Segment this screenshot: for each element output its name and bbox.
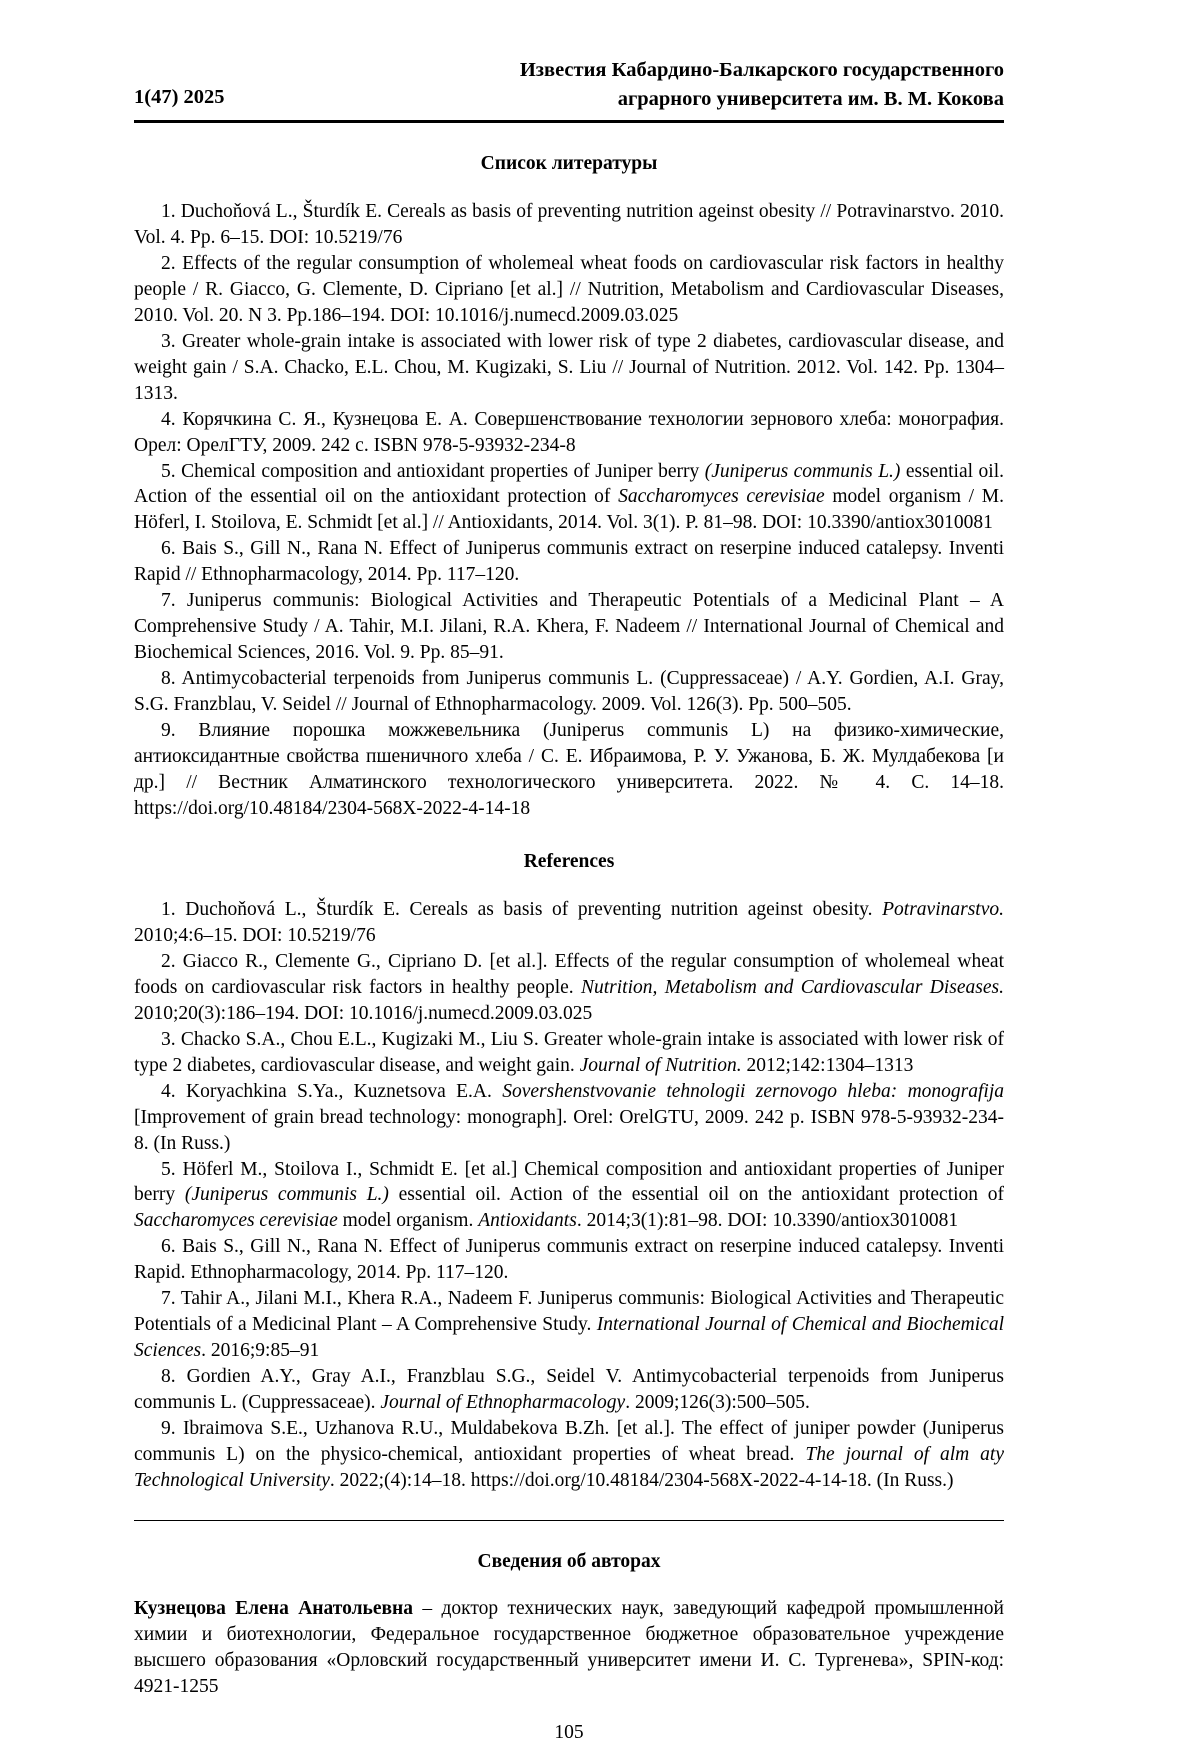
authors-divider [134, 1520, 1004, 1521]
section-title-bibliography: Список литературы [480, 153, 658, 175]
journal-title-line2: аграрного университета им. В. М. Кокова [617, 87, 1004, 110]
reference-item [134, 666, 1004, 718]
reference-item [134, 1364, 1004, 1416]
text-segment: 4. Корячкина С. Я., Кузнецова Е. А. Совершенствование технологии зернового хлеба: монография. Орел: ОрелГТУ, 2009. 242 с. ISBN 978-5-93932-234-8 [134, 408, 1004, 456]
journal-title [520, 56, 1004, 113]
text-segment: 1. Duchoňová L., Šturdík E. Cereals as basis of preventing nutrition ageinst obesity. [161, 899, 883, 921]
reference-item [134, 1027, 1004, 1079]
section-title-references: References [523, 851, 615, 873]
reference-item [134, 1234, 1004, 1286]
italic-text-segment: Saccharomyces cerevisiae [134, 1210, 338, 1232]
page-header [134, 56, 1004, 113]
reference-item [134, 588, 1004, 666]
text-segment: 5. Chemical composition and antioxidant properties of Juniper berry [161, 460, 705, 482]
text-segment: model organism. [337, 1210, 479, 1232]
italic-text-segment: Journal of Ethnopharmacology [380, 1391, 626, 1413]
reference-item [134, 536, 1004, 588]
issue-number: 1(47) 2025 [134, 86, 225, 109]
italic-text-segment: Antioxidants [478, 1210, 577, 1232]
text-segment: 2010;4:6–15. DOI: 10.5219/76 [134, 925, 376, 947]
reference-item [134, 1416, 1004, 1494]
italic-text-segment: Saccharomyces cerevisiae [618, 486, 825, 508]
reference-item [134, 949, 1004, 1027]
reference-item [134, 897, 1004, 949]
reference-item [134, 407, 1004, 459]
text-segment: . 2014;3(1):81–98. DOI: 10.3390/antiox3010081 [576, 1210, 959, 1232]
text-segment: – доктор технических наук, заведующий кафедрой промышленной химии и биотехнологии, Федеральное государственное бюджетное образовательное учреждение высшего образования «Орловский государственный университет имени И. С. Тургенева», SPIN-код: 4921-1255 [134, 1598, 1004, 1698]
text-segment: . 2022;(4):14–18. https://doi.org/10.48184/2304-568X-2022-4-14-18. (In Russ.) [329, 1469, 954, 1491]
text-segment: [Improvement of grain bread technology: monograph]. Orel: OrelGTU, 2009. 242 p. ISBN 978-5-93932-234-8. (In Russ.) [134, 1106, 1004, 1154]
header-divider [134, 120, 1004, 123]
bibliography-list [134, 199, 1004, 821]
reference-item [134, 459, 1004, 537]
italic-text-segment: Journal of Nutrition. [579, 1054, 742, 1076]
reference-item [134, 251, 1004, 329]
text-segment: 9. Влияние порошка можжевельника (Juniperus communis L) на физико-химические, антиоксидантные свойства пшеничного хлеба / С. Е. Ибраимова, Р. У. Ужанова, Б. Ж. Мулдабекова [и др.] // Вестник Алматинского технологического университета. 2022. № 4. С. 14–18. https://doi.org/10.48184/2304-568X-2022-4-14-18 [134, 719, 1004, 819]
text-segment: 6. Bais S., Gill N., Rana N. Effect of Juniperus communis extract on reserpine induced catalepsy. Inventi Rapid. Ethnopharmacology, 2014. Pp. 117–120. [134, 1236, 1004, 1284]
text-segment: 2010;20(3):186–194. DOI: 10.1016/j.numecd.2009.03.025 [134, 1003, 593, 1025]
text-segment: . 2009;126(3):500–505. [625, 1391, 810, 1413]
references-list [134, 897, 1004, 1493]
reference-item [134, 329, 1004, 407]
italic-text-segment: International Journal of Chemical and Biochemical Sciences [134, 1314, 1005, 1362]
text-segment: 8. Antimycobacterial terpenoids from Juniperus communis L. (Cuppressaceae) / A.Y. Gordien, A.I. Gray, S.G. Franzblau, V. Seidel // Journal of Ethnopharmacology. 2009. Vol. 126(3). Pp. 500–505. [134, 667, 1004, 715]
text-segment: model organism / M. Höferl, I. Stoilova, E. Schmidt [et al.] // Antioxidants, 2014. Vol. 3(1). P. 81–98. DOI: 10.3390/antiox3010081 [134, 486, 1004, 534]
italic-text-segment: Potravinarstvo. [882, 899, 1004, 921]
text-segment: 7. Tahir A., Jilani M.I., Khera R.A., Nadeem F. Juniperus communis: Biological Activities and Therapeutic Potentials of a Medicinal Plant – A Comprehensive Study. [134, 1288, 1004, 1336]
text-segment: 9. Ibraimova S.E., Uzhanova R.U., Muldabekova B.Zh. [et al.]. The effect of juniper powder (Juniperus communis L) on the physico-chemical, antioxidant properties of wheat bread. [134, 1417, 1004, 1465]
journal-title-line1: Известия Кабардино-Балкарского государственного [519, 59, 1004, 81]
text-segment: 6. Bais S., Gill N., Rana N. Effect of Juniperus communis extract on reserpine induced catalepsy. Inventi Rapid // Ethnopharmacology, 2014. Pp. 117–120. [134, 538, 1004, 586]
text-segment: 7. Juniperus communis: Biological Activities and Therapeutic Potentials of a Medicinal Plant – A Comprehensive Study / A. Tahir, M.I. Jilani, R.A. Khera, F. Nadeem // International Journal of Chemical and Biochemical Sciences, 2016. Vol. 9. Pp. 85–91. [134, 590, 1004, 663]
text-segment: . 2016;9:85–91 [201, 1340, 320, 1362]
section-title-authors: Сведения об авторах [477, 1550, 661, 1572]
text-segment: 4. Koryachkina S.Ya., Kuznetsova E.A. [161, 1080, 503, 1102]
italic-text-segment: (Juniperus communis L.) [184, 1184, 389, 1206]
bold-text-segment: Кузнецова Елена Анатольевна [134, 1598, 413, 1620]
text-segment: 2012;142:1304–1313 [741, 1054, 914, 1076]
italic-text-segment: The journal of alm aty Technological University [134, 1443, 1004, 1491]
page-number: 105 [554, 1722, 584, 1744]
text-segment: 3. Chacko S.A., Chou E.L., Kugizaki M., Liu S. Greater whole-grain intake is associated with lower risk of type 2 diabetes, cardiovascular disease, and weight gain. [134, 1028, 1004, 1076]
reference-item [134, 718, 1004, 822]
text-segment: 2. Effects of the regular consumption of wholemeal wheat foods on cardiovascular risk factors in healthy people / R. Giacco, G. Clemente, D. Cipriano [et al.] // Nutrition, Metabolism and Cardiovascular Diseases, 2010. Vol. 20. N 3. Pp.186–194. DOI: 10.1016/j.numecd.2009.03.025 [134, 253, 1004, 326]
text-segment: 3. Greater whole-grain intake is associated with lower risk of type 2 diabetes, cardiovascular disease, and weight gain / S.A. Chacko, E.L. Chou, M. Kugizaki, S. Liu // Journal of Nutrition. 2012. Vol. 142. Pp. 1304–1313. [134, 330, 1004, 404]
reference-item [134, 1157, 1004, 1235]
text-segment: 8. Gordien A.Y., Gray A.I., Franzblau S.G., Seidel V. Antimycobacterial terpenoids from Juniperus communis L. (Cuppressaceae). [134, 1365, 1004, 1413]
reference-item [134, 199, 1004, 251]
author-info [134, 1596, 1004, 1700]
text-segment: 2. Giacco R., Clemente G., Cipriano D. [et al.]. Effects of the regular consumption of wholemeal wheat foods on cardiovascular risk factors in healthy people. [134, 951, 1004, 999]
italic-text-segment: (Juniperus communis L.) [704, 460, 901, 482]
text-segment: 5. Höferl M., Stoilova I., Schmidt E. [et al.] Chemical composition and antioxidant properties of Juniper berry [134, 1158, 1004, 1206]
reference-item [134, 1079, 1004, 1157]
italic-text-segment: Nutrition, Metabolism and Cardiovascular Diseases. [581, 977, 1004, 999]
text-segment: 1. Duchoňová L., Šturdík E. Cereals as basis of preventing nutrition ageinst obesity // Potravinarstvo. 2010. Vol. 4. Pp. 6–15. DOI: 10.5219/76 [134, 201, 1004, 249]
reference-item [134, 1286, 1004, 1364]
text-segment: essential oil. Action of the essential oil on the antioxidant protection of [134, 460, 1004, 508]
italic-text-segment: Sovershenstvovanie tehnologii zernovogo hleba: monografija [502, 1080, 1004, 1102]
text-segment: essential oil. Action of the essential oil on the antioxidant protection of [388, 1184, 1004, 1206]
